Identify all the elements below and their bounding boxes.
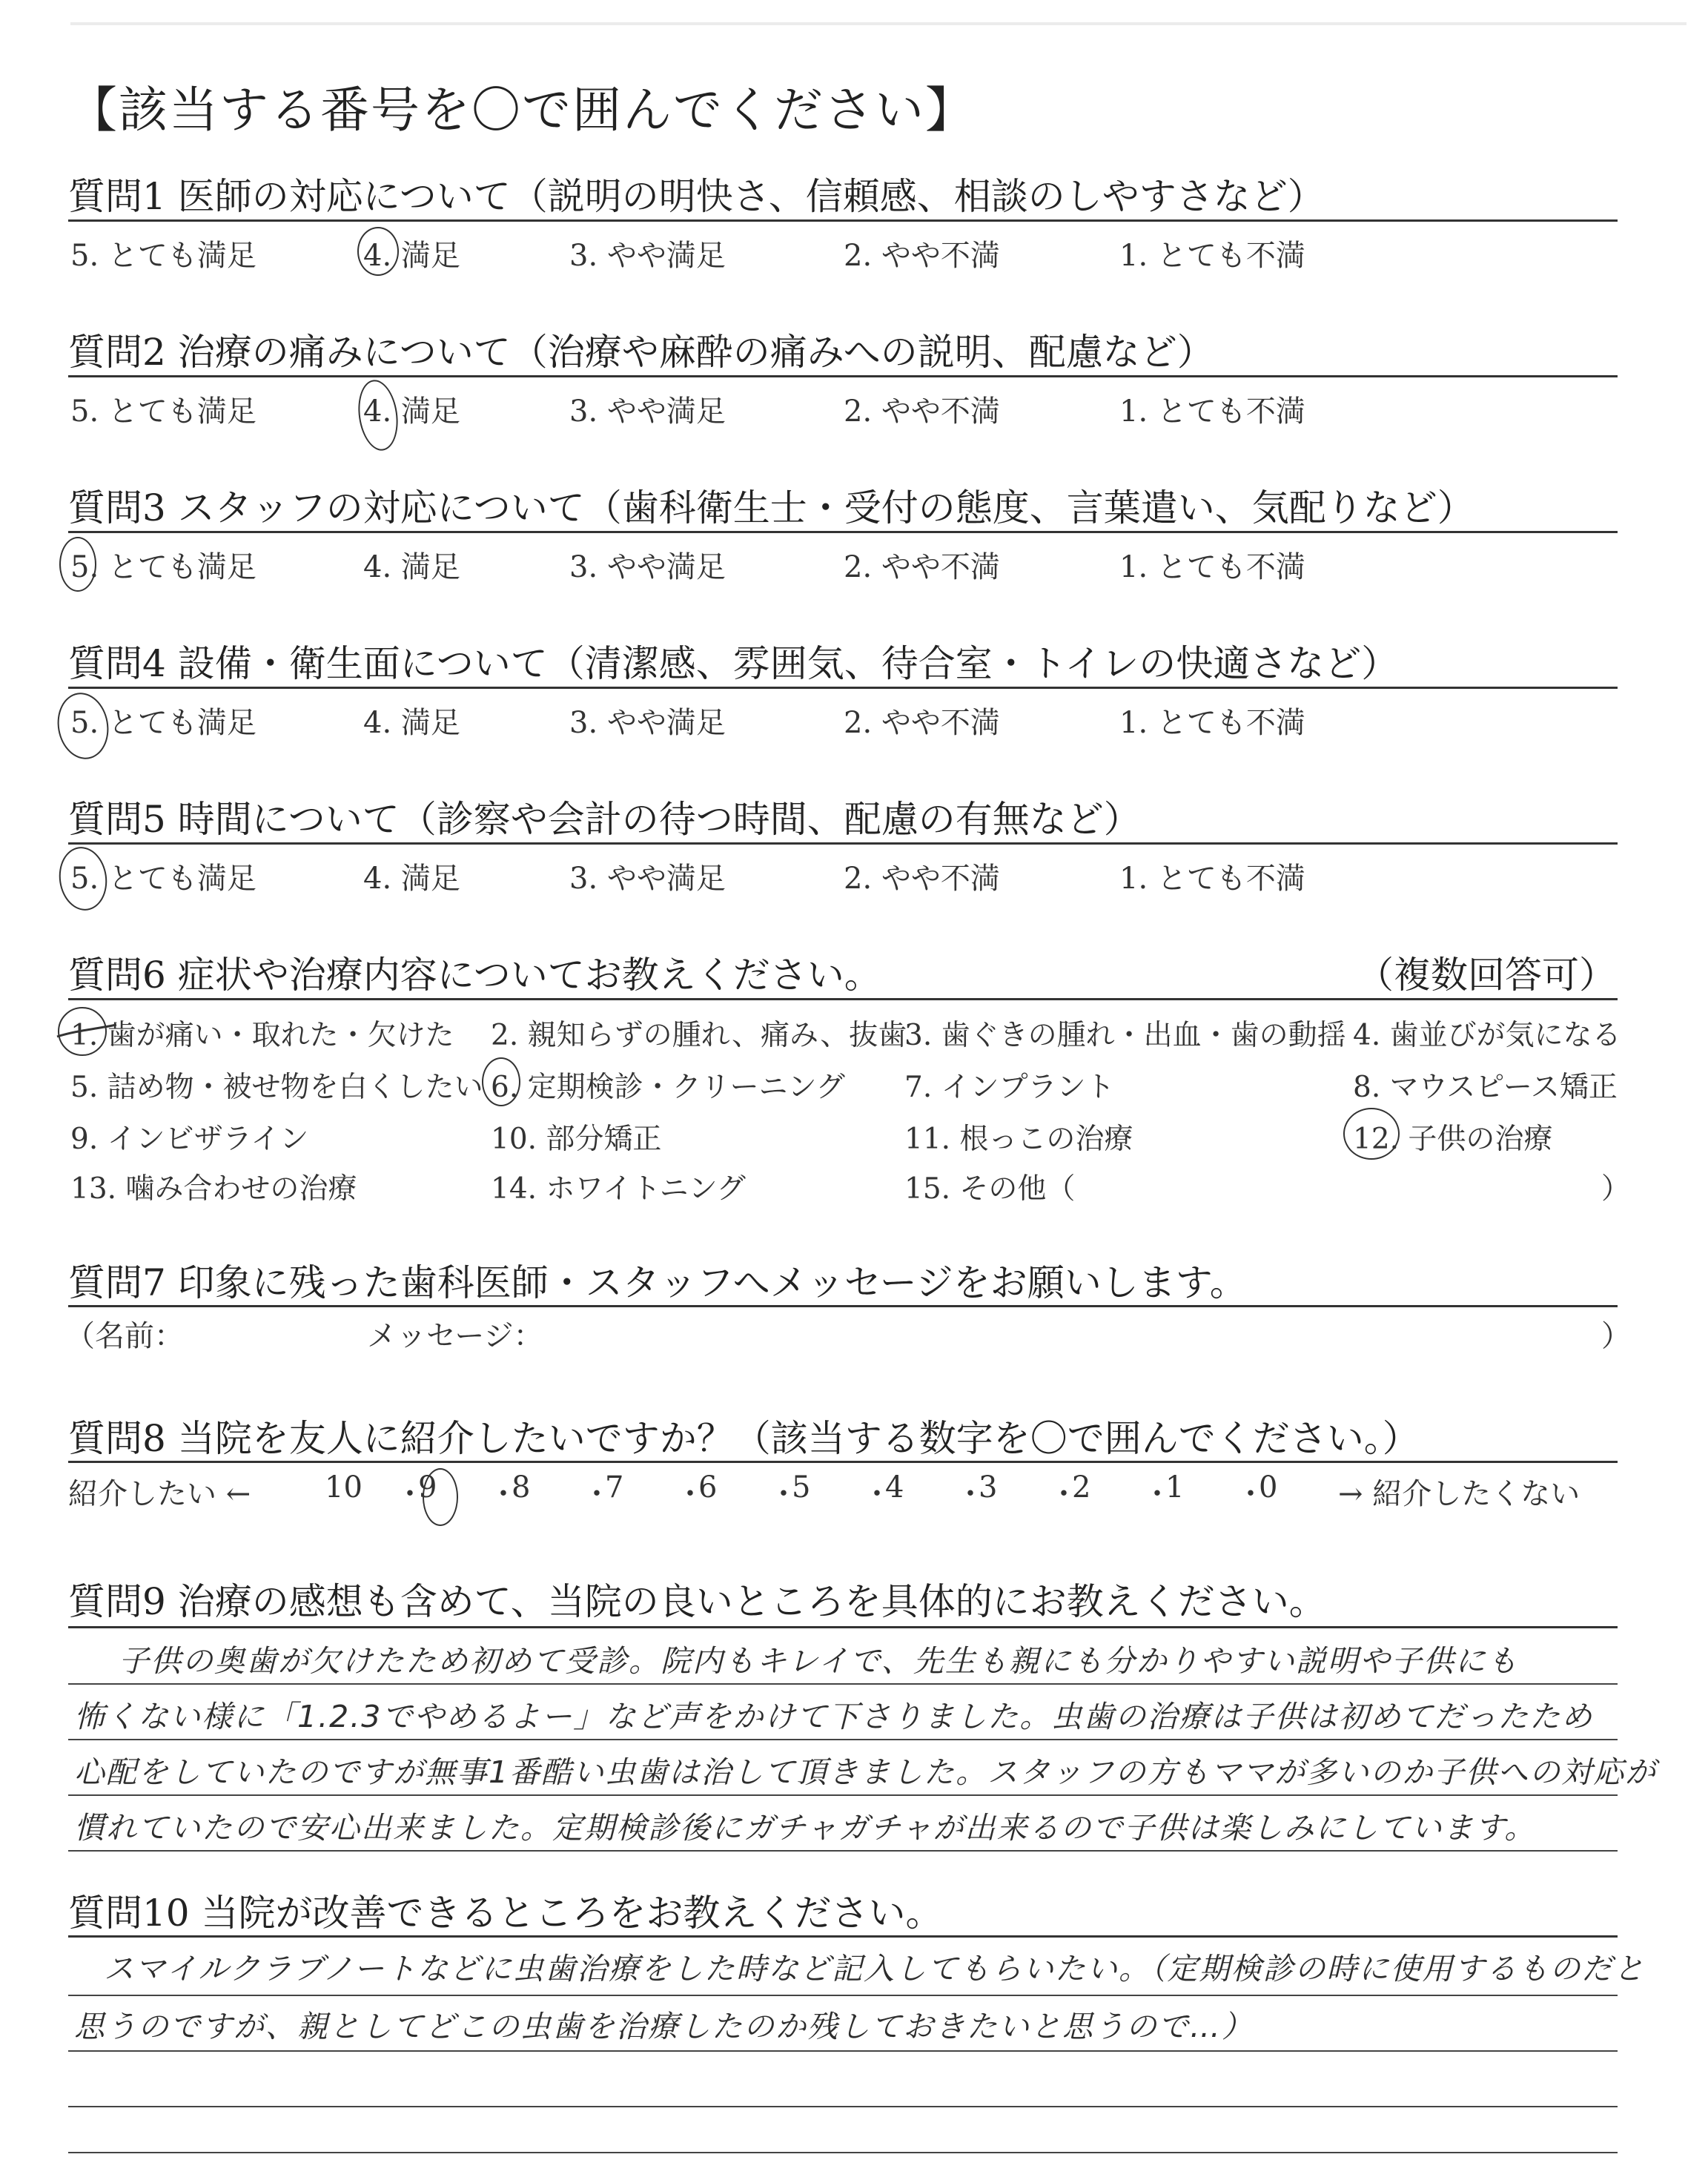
question-10-title: 質問10 当院が改善できるところをお教えください。 [68, 1892, 943, 1935]
q9-answer-line-2: 怖くない様に「1.2.3でやめるよー」など声をかけて下さりました。虫歯の治療は子供は初めてだったため [74, 1699, 1594, 1734]
q2-option-4[interactable]: 4. 満足 [363, 394, 460, 429]
top-border [70, 22, 1687, 25]
q10-line-1 [68, 1995, 1618, 1996]
q6-option-3[interactable]: 3. 歯ぐきの腫れ・出血・歯の動揺 [904, 1019, 1346, 1052]
q8-right-label: → 紹介したくない [1338, 1477, 1580, 1511]
q9-line-1 [68, 1683, 1618, 1685]
question-2-title: 質問2 治療の痛みについて（治療や麻酔の痛みへの説明、配慮など） [68, 331, 1214, 374]
q6-option-15[interactable]: 15. その他（ [904, 1172, 1076, 1206]
q2-option-2[interactable]: 2. やや不満 [844, 394, 1000, 429]
q9-answer-line-4: 慣れていたので安心出来ました。定期検診後にガチャガチャが出来るので子供は楽しみにしています。 [74, 1810, 1537, 1846]
q7-message-label: メッセージ： [367, 1319, 543, 1353]
q8-scale-7[interactable]: 7 [605, 1470, 624, 1505]
q8-scale-separator: ・ [1049, 1477, 1079, 1511]
question-4-rule [68, 687, 1618, 689]
question-2-rule [68, 375, 1618, 377]
q8-scale-separator: ・ [1236, 1477, 1265, 1511]
q7-close: ） [1601, 1319, 1631, 1353]
q9-line-2 [68, 1739, 1618, 1740]
q6-option-10[interactable]: 10. 部分矯正 [491, 1123, 662, 1156]
q2-option-3[interactable]: 3. やや満足 [569, 394, 726, 429]
q6-option-1[interactable]: 1. 歯が痛い・取れた・欠けた [70, 1019, 454, 1052]
question-6-note: （複数回答可） [1357, 954, 1616, 997]
q4-option-5[interactable]: 5. とても満足 [70, 706, 256, 740]
q8-scale-separator: ・ [769, 1477, 798, 1511]
question-9-title: 質問9 治療の感想も含めて、当院の良いところを具体的にお教えください。 [68, 1580, 1326, 1623]
question-5-title: 質問5 時間について（診察や会計の待つ時間、配慮の有無など） [68, 798, 1141, 841]
question-1-title: 質問1 医師の対応について（説明の明快さ、信頼感、相談のしやすさなど） [68, 175, 1325, 218]
q1-option-1[interactable]: 1. とても不満 [1119, 239, 1305, 273]
q8-scale-separator: ・ [862, 1477, 892, 1511]
question-8-rule [68, 1461, 1618, 1463]
q4-option-1[interactable]: 1. とても不満 [1119, 706, 1305, 740]
q8-scale-separator: ・ [675, 1477, 705, 1511]
q4-option-3[interactable]: 3. やや満足 [569, 706, 726, 740]
q6-option-5[interactable]: 5. 詰め物・被せ物を白くしたい [70, 1071, 483, 1104]
q8-scale-8[interactable]: 8 [512, 1470, 531, 1505]
q8-scale-4[interactable]: 4 [885, 1470, 904, 1505]
q6-selection-circle-6 [482, 1057, 520, 1106]
question-8-title: 質問8 当院を友人に紹介したいですか？（該当する数字を〇で囲んでください。） [68, 1417, 1420, 1460]
q1-selection-circle [357, 227, 399, 276]
q6-option-9[interactable]: 9. インビザライン [70, 1123, 309, 1156]
q8-scale-5[interactable]: 5 [792, 1470, 811, 1505]
q6-option-6[interactable]: 6. 定期検診・クリーニング [491, 1071, 845, 1104]
q8-scale-3[interactable]: 3 [979, 1470, 998, 1505]
q6-option-14[interactable]: 14. ホワイトニング [491, 1172, 746, 1206]
q3-selection-circle [59, 537, 96, 592]
q6-option-12[interactable]: 12. 子供の治療 [1353, 1123, 1553, 1156]
q1-option-3[interactable]: 3. やや満足 [569, 239, 726, 273]
question-10-rule [68, 1935, 1618, 1938]
question-3-title: 質問3 スタッフの対応について（歯科衛生士・受付の態度、言葉遣い、気配りなど） [68, 486, 1474, 529]
q8-scale-10[interactable]: 10 [325, 1470, 363, 1505]
q1-option-2[interactable]: 2. やや不満 [844, 239, 1000, 273]
question-6-rule [68, 998, 1618, 1000]
q3-option-5[interactable]: 5. とても満足 [70, 550, 256, 584]
q6-option-4[interactable]: 4. 歯並びが気になる [1353, 1019, 1621, 1052]
q5-option-2[interactable]: 2. やや不満 [844, 862, 1000, 896]
question-7-title: 質問7 印象に残った歯科医師・スタッフへメッセージをお願いします。 [68, 1261, 1247, 1304]
q10-line-4 [68, 2152, 1618, 2153]
q9-answer-line-3: 心配をしていたのですが無事1番酷い虫歯は治して頂きました。スタッフの方もママが多いのか子供への対応が [74, 1754, 1658, 1790]
q6-strike-mark [53, 1008, 120, 1053]
q8-left-label: 紹介したい ← [68, 1477, 251, 1511]
page-title: 【該当する番号を〇で囲んでください】 [68, 82, 976, 139]
q5-option-3[interactable]: 3. やや満足 [569, 862, 726, 896]
q5-option-1[interactable]: 1. とても不満 [1119, 862, 1305, 896]
q1-option-5[interactable]: 5. とても満足 [70, 239, 256, 273]
question-7-rule [68, 1305, 1618, 1307]
q9-answer-line-1: 子供の奥歯が欠けたため初めて受診。院内もキレイで、先生も親にも分かりやすい説明や子供にも [119, 1643, 1519, 1679]
q8-scale-separator: ・ [582, 1477, 612, 1511]
q8-scale-9[interactable]: 9 [418, 1470, 437, 1505]
q1-option-4[interactable]: 4. 満足 [363, 239, 460, 273]
q6-other-close: ） [1601, 1172, 1631, 1206]
q7-name-label: （名前： [65, 1319, 184, 1353]
q2-option-1[interactable]: 1. とても不満 [1119, 394, 1305, 429]
q8-scale-0[interactable]: 0 [1259, 1470, 1278, 1505]
q9-line-4 [68, 1850, 1618, 1852]
q6-option-2[interactable]: 2. 親知らずの腫れ、痛み、抜歯 [491, 1019, 907, 1052]
q5-option-4[interactable]: 4. 満足 [363, 862, 460, 896]
question-3-rule [68, 531, 1618, 533]
q8-scale-separator: ・ [1142, 1477, 1172, 1511]
q10-answer-line-1: スマイルクラブノートなどに虫歯治療をした時など記入してもらいたい。（定期検診の時に使用するものだと [104, 1951, 1646, 1986]
q6-option-11[interactable]: 11. 根っこの治療 [904, 1123, 1133, 1156]
q8-scale-separator: ・ [956, 1477, 985, 1511]
q3-option-3[interactable]: 3. やや満足 [569, 550, 726, 584]
q8-scale-6[interactable]: 6 [698, 1470, 718, 1505]
q10-answer-line-2: 思うのですが、親としてどこの虫歯を治療したのか残しておきたいと思うので…） [74, 2009, 1254, 2044]
q6-option-13[interactable]: 13. 噛み合わせの治療 [70, 1172, 357, 1206]
question-4-title: 質問4 設備・衛生面について（清潔感、雰囲気、待合室・トイレの快適さなど） [68, 642, 1399, 685]
q6-selection-circle-12 [1343, 1108, 1400, 1160]
q3-option-2[interactable]: 2. やや不満 [844, 550, 1000, 584]
q2-option-5[interactable]: 5. とても満足 [70, 394, 256, 429]
q5-option-5[interactable]: 5. とても満足 [70, 862, 256, 896]
question-6-title: 質問6 症状や治療内容についてお教えください。 [68, 954, 881, 997]
question-9-rule [68, 1626, 1618, 1628]
q10-line-3 [68, 2106, 1618, 2107]
q8-scale-2[interactable]: 2 [1072, 1470, 1091, 1505]
q8-scale-1[interactable]: 1 [1165, 1470, 1185, 1505]
q9-line-3 [68, 1794, 1618, 1796]
q4-option-4[interactable]: 4. 満足 [363, 706, 460, 740]
q4-option-2[interactable]: 2. やや不満 [844, 706, 1000, 740]
q3-option-4[interactable]: 4. 満足 [363, 550, 460, 584]
q8-scale-separator: ・ [489, 1477, 518, 1511]
question-1-rule [68, 219, 1618, 222]
q6-option-8[interactable]: 8. マウスピース矯正 [1353, 1071, 1618, 1104]
q8-scale-separator: ・ [395, 1477, 425, 1511]
q10-line-2 [68, 2050, 1618, 2052]
question-5-rule [68, 842, 1618, 845]
q8-selection-circle [423, 1468, 458, 1526]
q3-option-1[interactable]: 1. とても不満 [1119, 550, 1305, 584]
q6-option-7[interactable]: 7. インプラント [904, 1071, 1115, 1104]
